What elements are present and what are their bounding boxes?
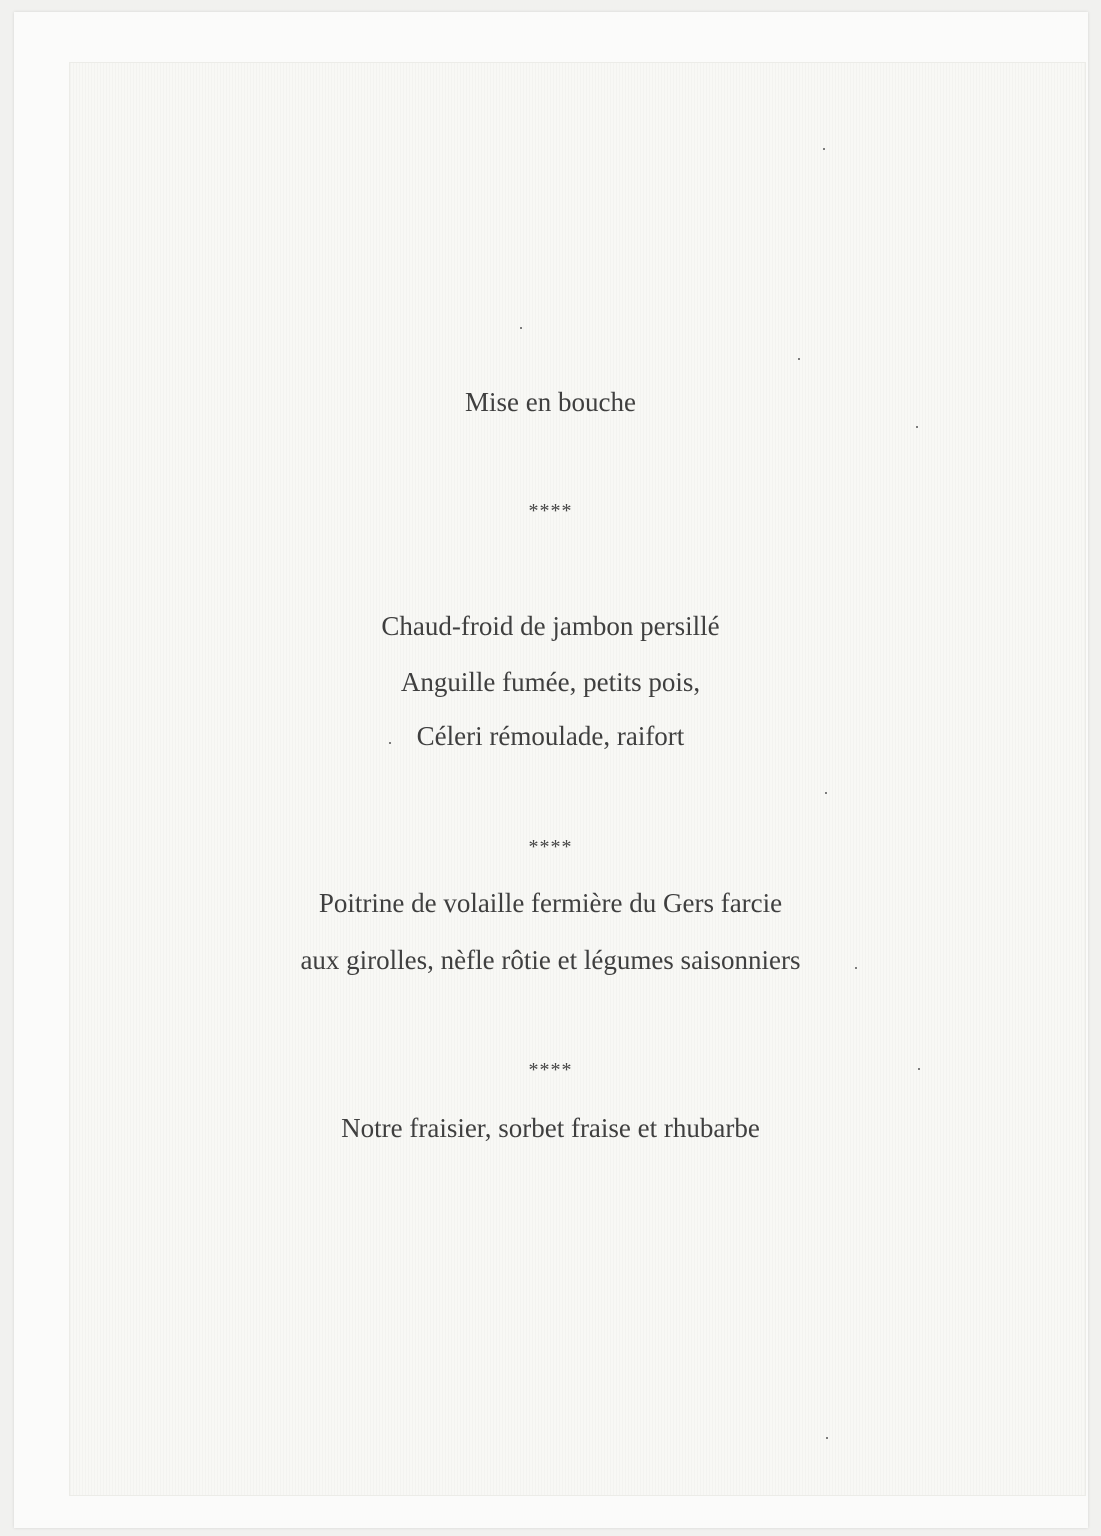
paper-speck [826, 1437, 828, 1439]
amuse-bouche: Mise en bouche [465, 387, 636, 417]
paper-speck [823, 148, 825, 150]
paper-speck [855, 967, 857, 969]
starter-line-3: Céleri rémoulade, raifort [416, 721, 685, 751]
starter-line-1: Chaud-froid de jambon persillé [381, 611, 720, 641]
paper-speck [825, 792, 827, 794]
separator: **** [528, 500, 573, 522]
paper-speck [916, 426, 918, 428]
menu-paper [69, 62, 1086, 1496]
main-course-line-2: aux girolles, nèfle rôtie et légumes saisonniers [300, 945, 801, 975]
paper-speck [918, 1068, 920, 1070]
paper-speck [389, 742, 391, 744]
starter-line-2: Anguille fumée, petits pois, [400, 667, 701, 697]
main-course-line-1: Poitrine de volaille fermière du Gers farcie [318, 888, 783, 918]
menu-card [14, 12, 1088, 1528]
dessert: Notre fraisier, sorbet fraise et rhubarbe [341, 1113, 760, 1143]
paper-speck [520, 327, 522, 329]
separator: **** [528, 1059, 573, 1081]
separator: **** [528, 836, 573, 858]
paper-speck [798, 358, 800, 360]
